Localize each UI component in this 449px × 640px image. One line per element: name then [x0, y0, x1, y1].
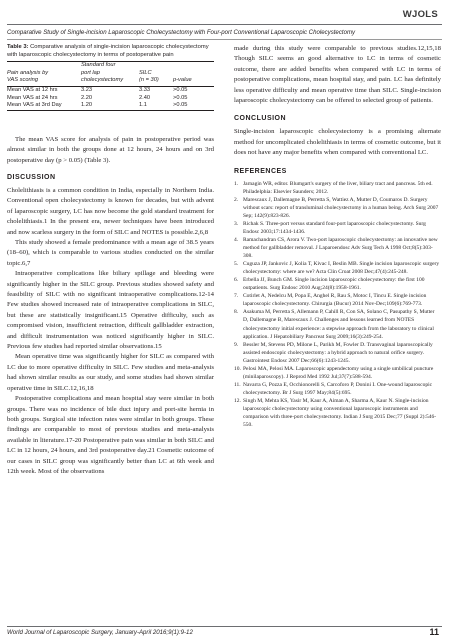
reference-number: 10.: [234, 365, 241, 372]
header-line: Standard four: [81, 62, 116, 69]
reference-number: 7.: [234, 293, 239, 300]
discussion-paragraph: Cholelithiasis is a common condition in India, especially in Northern India. Conventional open cholecystectomy is known for decades, but with advent of laparoscopic surgery, LC has now become the gold standard treatment for cholelithiasis.1 In the present era, newer techniques have been introduced and now scarless surgery in the form of SILC and NOTES is possible.2,6,8: [7, 186, 214, 236]
reference-text: Navarra G, Pozza E, Occhionorelli S, Carcoforo P, Donini I. One-wound laparoscopic cholecystectomy. Br J Surg 1997 May;84(5):695.: [243, 381, 433, 396]
table-label: Table 3:: [7, 44, 29, 50]
header-line: VAS scoring: [7, 77, 38, 84]
reference-text: Cuguza JP, Jankovic J, Kolia T, Kivac I, Beslin MB. Single incision laparoscopic surgery cholecystectomy: where are we? Acta Clin Croat 2008 Dec;47(4):245-248.: [243, 261, 440, 276]
table-header-pain-analysis: [7, 62, 81, 85]
discussion-paragraph: Mean operative time was significantly higher for SILC as compared with LC due to more operative difficulty in SILC. Few studies and meta-analysis had shown similar results as our study, and some studies had shown similar operative time in SILC.12,16,18: [7, 353, 214, 392]
table-row: [7, 87, 214, 95]
reference-number: 9.: [234, 341, 239, 348]
reference-item: [234, 196, 441, 220]
reference-text: Marescaux J, Dallemagne B, Perretta S, Wattiez A, Mutter D, Coumaros D. Surgery without scars: report of transluminal cholecystectomy in a human being. Arch Surg 2007 Sep; 142(9):823-826.: [243, 196, 439, 219]
table-header-silc: [139, 62, 173, 85]
table-row: [7, 102, 214, 110]
discussion-heading: DISCUSSION: [7, 173, 56, 181]
table-row: [7, 95, 214, 103]
table-cell: 2.40: [139, 94, 151, 101]
discussion-paragraph: Postoperative complications and mean hospital stay were similar in both groups. There was no incidence of bile duct injury and port-site hernia in both groups. Surgical site infection rates were similar in both groups. These findings are comparable to most of previous studies and meta-analysis available in literature.17-20 Postoperative pain was similar in both SILC and LC in 12 hours, 24 hours, and 3rd postoperative day.21 Cosmetic outcome of our cases in SILC group was significantly better than LC at 6th week and 12th week. Most of the observations: [7, 395, 214, 475]
conclusion-paragraph: Single-incision laparoscopic cholecystectomy is a promising alternate method for uncomplicated cholelithiasis in terms of cosmetic outcome, but it does not have any major benefits when compared with conventional LC.: [234, 128, 441, 157]
table-cell: Mean VAS at 24 hrs: [7, 94, 58, 101]
running-head: Comparative Study of Single-incision Laparoscopic Cholecystectomy with Four-port Conventional Laparoscopic Cholecystectomy: [7, 29, 356, 36]
header-line: SILC: [139, 69, 152, 76]
reference-item: [234, 260, 441, 276]
header-line: p-value: [173, 77, 192, 84]
table-cell: >0.05: [173, 94, 188, 101]
footer-rule: [7, 626, 442, 627]
results-paragraph: The mean VAS score for analysis of pain in postoperative period was almost similar in both the groups done at 12 hours, 24 hours and on 3rd postoperative day (p > 0.05) (Table 3).: [7, 135, 214, 164]
reference-text: Ramachandran CS, Arora V. Two-port laparoscopic cholecystectomy: an innovative new method for gallbladder removal. J Laparoendosc Adv Surg Tech A 1998 Oct;8(5):303-308.: [243, 236, 438, 260]
table-header-row: [7, 62, 214, 87]
table-header-standard-four-port: [81, 62, 139, 85]
header-line: cholecystectomy: [81, 77, 124, 84]
reference-item: [234, 341, 441, 365]
table-cell: 1.1: [139, 102, 147, 109]
reference-text: Richak S. Three-port versus standard four-port laparoscopic cholecystectomy. Surg Endosc 2003;17:1434-1436.: [243, 220, 426, 235]
running-head-rule: [7, 39, 442, 40]
reference-text: Erbella JJ, Bunch GM. Single incision laparoscopic cholecystectomy: the first 100 outpatients. Surg Endosc 2010 Aug;24(8):1958-1961.: [243, 277, 425, 292]
table-cell: Mean VAS at 3rd Day: [7, 102, 62, 109]
reference-text: Singh M, Mehta KS, Yasir M, Kaur A, Aiman A, Sharma A, Kaur N. Single-incision laparoscopic cholecystectomy using conventional laparoscopic instruments and comparison with three-port cholecystectomy. Indian J Surg 2015 Dec;77 (Suppl 2):546-550.: [243, 397, 437, 429]
reference-number: 3.: [234, 220, 239, 227]
reference-number: 8.: [234, 309, 239, 316]
reference-number: 2.: [234, 196, 239, 203]
reference-item: [234, 292, 441, 308]
header-rule: [7, 24, 442, 25]
references-heading: REFERENCES: [234, 167, 287, 175]
table-cell: 3.23: [81, 86, 93, 93]
reference-number: 11.: [234, 381, 241, 388]
reference-text: Bessler M, Stevens PD, Milone L, Parikh M, Fowler D. Transvaginal laparoscopically assisted endoscopic cholecystectomy: a hybrid approach to natural orifice surgery. Gastrointest Endosc 2007 Dec;66(6):1243-1245.: [243, 341, 433, 364]
reference-text: Pelosi MA, Pelosi MA. Laparoscopic appendectomy using a single umbilical puncture (minilaparoscopy). J Reprod Med 1992 Jul;37(7):588-594.: [243, 365, 434, 380]
page-number: 11: [429, 627, 439, 637]
reference-item: [234, 276, 441, 292]
table-cell: >0.05: [173, 102, 188, 109]
reference-item: [234, 308, 441, 340]
table-cell: Mean VAS at 12 hrs: [7, 86, 58, 93]
journal-footer: World Journal of Laparoscopic Surgery, January-April 2016;9(1):9-12: [7, 629, 193, 636]
discussion-paragraph: This study showed a female predominance with a mean age of 38.5 years (18–60), which is comparable to various studies conducted on the similar topic.6,7: [7, 239, 214, 267]
reference-text: Asakuma M, Perretta S, Allemann P, Cahill R, Con SA, Solano C, Pasupathy S, Mutter D, Dallemagne B, Marescaux J. Challenges and lessons learned from NOTES cholecystectomy initial experience: a stepwise approach from the laboratory to clinical application. J Hepatobiliary Pancreat Surg 2009;16(3):249-254.: [243, 309, 435, 340]
reference-text: Cotirlet A, Nedelcu M, Popa E, Anghel R, Rau S, Motoc I, Tincu E. Single incision laparoscopic cholecystectomy. Chirurgia (Bucur) 2014 Nov-Dec;109(6):769-773.: [243, 293, 427, 308]
reference-number: 1.: [234, 180, 239, 187]
reference-item: [234, 365, 441, 381]
table-caption: [7, 44, 214, 59]
reference-number: 5.: [234, 261, 239, 268]
discussion-continued-paragraph: made during this study were comparable to previous studies.12,15,18 Though SILC seems an good alternative to LC in terms of cosmetic outcome, there are added benefits when compared with LC in terms of postoperative complications, mean hospital stay, and pain. LC has definitely less operative difficulty and mean operative time than SILC. Single-incision laparoscopic cholecystectomy can be offered to selected group of patients.: [234, 45, 441, 105]
table-caption-text: Comparative analysis of single-incision laparoscopic cholecystectomy with laparoscopic cholecystectomy in terms of postoperative pain: [7, 44, 209, 58]
discussion-paragraph: Intraoperative complications like biliary spillage and bleeding were significantly higher in the SILC group. Previous studies showed safety and feasibility of SILC with no significant intraoperative complications.12-14 Few studies showed increased rate of intraoperative complications in SILC, but these are statistically insignificant.15 Operative difficulty, such as compromised vision, insufficient retraction, difficult gallbladder extraction, and difficult instrumentation was noticed significantly higher in SILC. Previous few studies had reported similar observations.15: [7, 270, 214, 351]
right-column: [234, 44, 441, 429]
left-column: [7, 44, 214, 477]
reference-item: [234, 236, 441, 260]
reference-number: 12.: [234, 397, 241, 404]
table-cell: 2.20: [81, 94, 93, 101]
table-cell: 3.33: [139, 86, 151, 93]
table-cell: >0.05: [173, 86, 188, 93]
journal-code: WJOLS: [402, 9, 438, 20]
reference-item: [234, 180, 441, 196]
conclusion-heading: CONCLUSION: [234, 115, 287, 123]
header-line: (n = 30): [139, 77, 159, 84]
reference-text: Jarnagin WR, editor. Blumgart's surgery of the liver, biliary tract and pancreas. 5th ed. Philadelphia: Elsevier Saunders; 2012.: [243, 180, 433, 195]
reference-number: 4.: [234, 236, 239, 243]
table-cell: 1.20: [81, 102, 93, 109]
header-line: Pain analysis by: [7, 69, 49, 76]
header-line: port lap: [81, 69, 100, 76]
table-header-p-value: [173, 62, 213, 85]
reference-list: [234, 180, 441, 429]
reference-number: 6.: [234, 277, 239, 284]
reference-item: [234, 381, 441, 397]
pain-analysis-table: [7, 61, 214, 111]
reference-item: [234, 220, 441, 236]
reference-item: [234, 397, 441, 429]
